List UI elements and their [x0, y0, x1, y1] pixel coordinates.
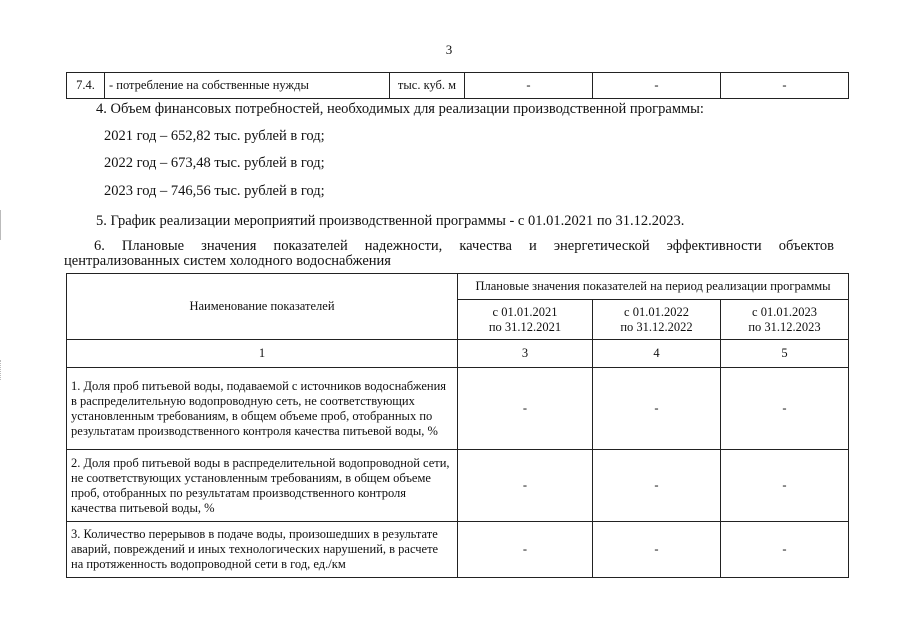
section-6-line-2: централизованных систем холодного водоснабжения — [64, 253, 391, 269]
header-period-2022: с 01.01.2022 по 31.12.2022 — [593, 300, 721, 340]
row-value-2021: - — [465, 73, 593, 99]
indicator-value: - — [458, 368, 593, 450]
scan-edge-mark — [0, 210, 3, 240]
header-planned-values: Плановые значения показателей на период реализации программы — [458, 274, 849, 300]
header-indicator-name: Наименование показателей — [67, 274, 458, 340]
budget-line-2021: 2021 год – 652,82 тыс. рублей в год; — [104, 128, 325, 144]
column-number: 4 — [593, 340, 721, 368]
indicator-name: 1. Доля проб питьевой воды, подаваемой с источников водоснабжения в распределительную водопроводную сеть, не соответствующих установленным требованиям, в общем объеме проб, отобранных по результатам производственного контроля качества питьевой воды, % — [67, 368, 458, 450]
row-value-2022: - — [593, 73, 721, 99]
header-period-2021: с 01.01.2021 по 31.12.2021 — [458, 300, 593, 340]
indicator-value: - — [721, 450, 849, 522]
column-number: 5 — [721, 340, 849, 368]
section-4-heading: 4. Объем финансовых потребностей, необходимых для реализации производственной программы: — [96, 101, 704, 117]
indicator-value: - — [593, 522, 721, 578]
indicator-value: - — [721, 368, 849, 450]
page-number: 3 — [445, 42, 453, 57]
column-number: 1 — [67, 340, 458, 368]
section-6-line-1: 6. Плановые значения показателей надежности, качества и энергетической эффективности объектов — [94, 238, 834, 254]
indicator-value: - — [593, 450, 721, 522]
indicator-value: - — [458, 450, 593, 522]
row-unit: тыс. куб. м — [390, 73, 465, 99]
indicator-name: 2. Доля проб питьевой воды в распределительной водопроводной сети, не соответствующих установленным требованиям, в общем объеме проб, отобранных по результатам производственного контроля качества питьевой воды, % — [67, 450, 458, 522]
row-number: 7.4. — [67, 73, 105, 99]
budget-line-2023: 2023 год – 746,56 тыс. рублей в год; — [104, 183, 325, 199]
indicator-value: - — [721, 522, 849, 578]
indicator-name: 3. Количество перерывов в подаче воды, произошедших в результате аварий, повреждений и иных технологических нарушений, в расчете на протяженность водопроводной сети в год, ед./км — [67, 522, 458, 578]
scan-edge-mark — [0, 360, 3, 380]
row-label: - потребление на собственные нужды — [105, 73, 390, 99]
header-period-2023: с 01.01.2023 по 31.12.2023 — [721, 300, 849, 340]
budget-line-2022: 2022 год – 673,48 тыс. рублей в год; — [104, 155, 325, 171]
section-5-text: 5. График реализации мероприятий производственной программы - с 01.01.2021 по 31.12.2023. — [96, 213, 685, 229]
indicator-value: - — [458, 522, 593, 578]
row-value-2023: - — [721, 73, 849, 99]
table-row — [67, 450, 849, 522]
table-row — [67, 522, 849, 578]
indicator-value: - — [593, 368, 721, 450]
column-number: 3 — [458, 340, 593, 368]
continued-table-row — [66, 72, 849, 99]
section-6-heading — [64, 239, 834, 269]
indicators-table — [66, 273, 849, 578]
table-row — [67, 368, 849, 450]
